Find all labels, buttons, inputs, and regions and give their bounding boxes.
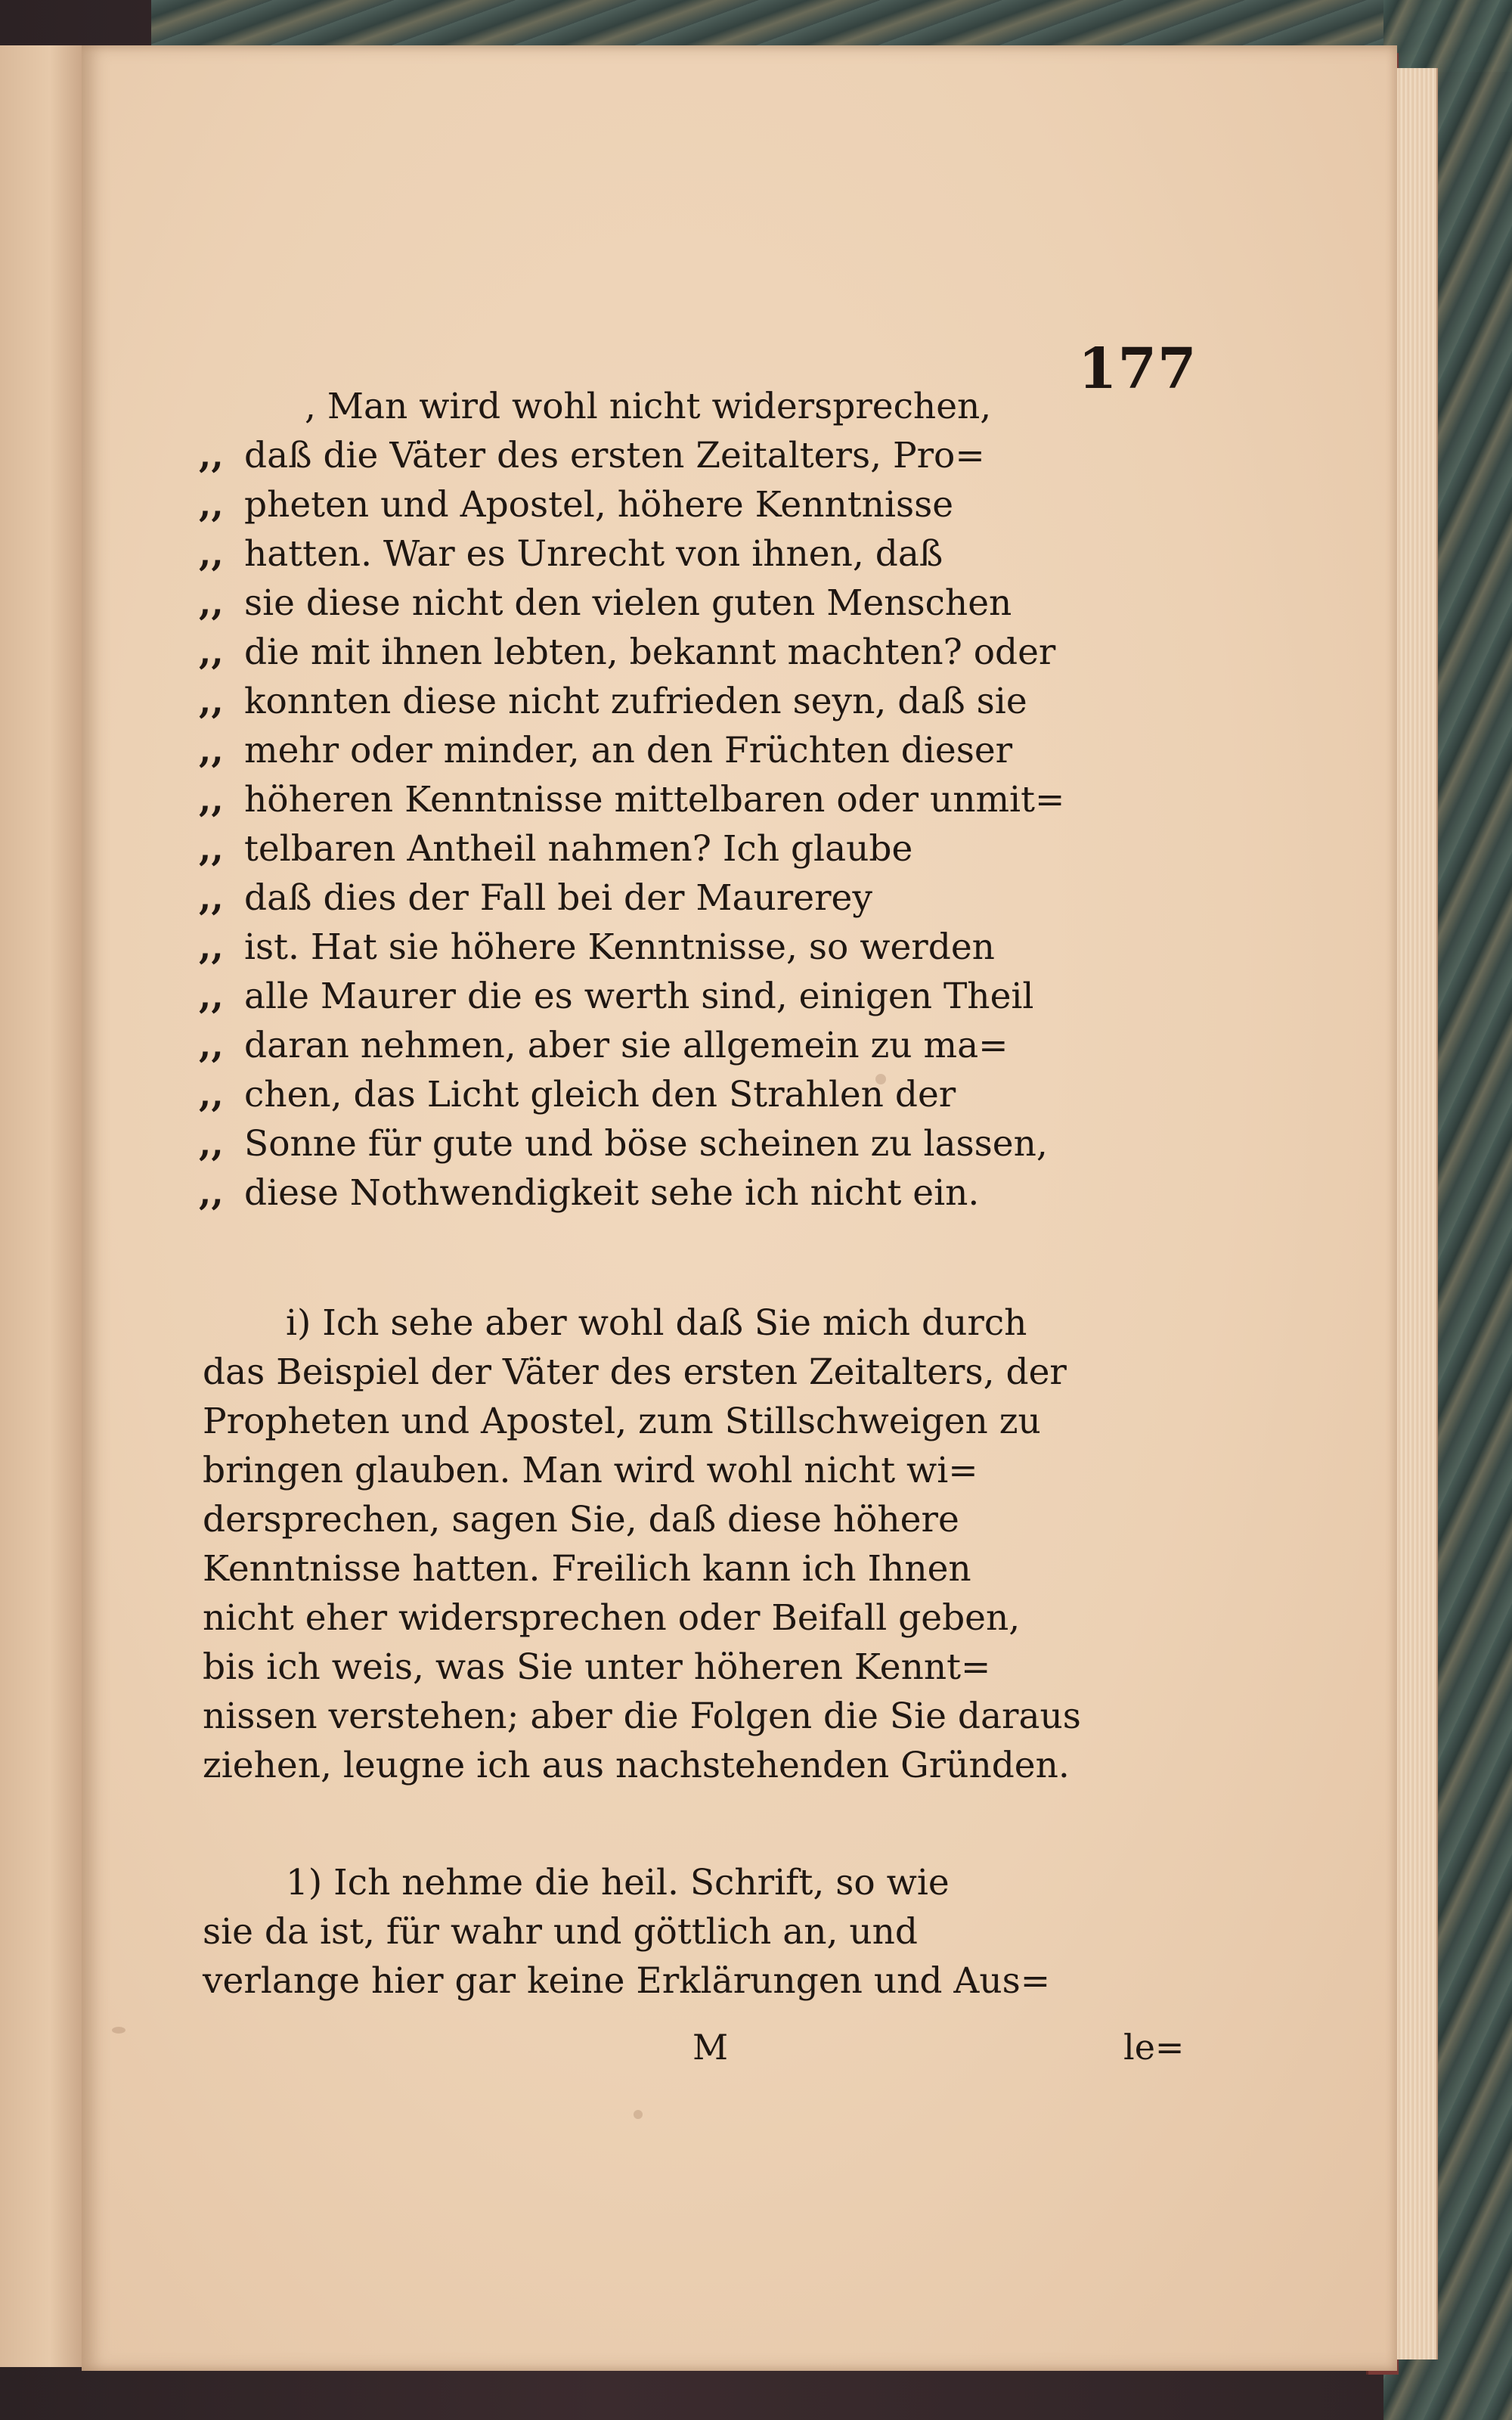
paper-stain <box>634 2110 643 2119</box>
paragraph-line: nicht eher widersprechen oder Beifall geben, <box>203 1597 1021 1639</box>
quote-mark: ,, <box>199 730 224 771</box>
page-block-edges <box>1397 68 1438 2360</box>
quote-line: ,, ist. Hat sie höhere Kenntnisse, so werden <box>199 925 995 970</box>
paragraph-line: verlange hier gar keine Erklärungen und Aus= <box>203 1960 1051 2002</box>
quote-line: ,, daß die Väter des ersten Zeitalters, Pro= <box>199 433 985 479</box>
paragraph-line: dersprechen, sagen Sie, daß diese höhere <box>203 1499 959 1540</box>
paragraph-line: bringen glauben. Man wird wohl nicht wi= <box>203 1450 978 1491</box>
quote-line: ,, die mit ihnen lebten, bekannt machten? oder <box>199 630 1055 675</box>
quote-line: ,, konnten diese nicht zufrieden seyn, daß sie <box>199 679 1027 724</box>
quote-line: ,, höheren Kenntnisse mittelbaren oder unmit= <box>199 777 1064 823</box>
quote-line: ,, daß dies der Fall bei der Maurerey <box>199 876 872 921</box>
quote-mark: ,, <box>199 1172 224 1214</box>
quote-line: ,, pheten und Apostel, höhere Kenntnisse <box>199 482 953 528</box>
quote-line: ,, diese Nothwendigkeit sehe ich nicht ein. <box>199 1171 979 1216</box>
quote-mark: ,, <box>199 976 224 1017</box>
book-page <box>82 45 1397 2371</box>
quote-line: ,, Sonne für gute und böse scheinen zu lassen, <box>199 1122 1048 1167</box>
quote-line: ,, daran nehmen, aber sie allgemein zu ma= <box>199 1023 1008 1069</box>
paragraph-line: Propheten und Apostel, zum Stillschweigen zu <box>203 1401 1041 1442</box>
quote-mark: ,, <box>199 533 224 575</box>
quote-mark: ,, <box>199 484 224 526</box>
quote-line: ,, chen, das Licht gleich den Strahlen der <box>199 1072 956 1118</box>
paragraph-line: i) Ich sehe aber wohl daß Sie mich durch <box>286 1302 1027 1344</box>
paragraph-line: nissen verstehen; aber die Folgen die Sie daraus <box>203 1696 1081 1737</box>
page-number: 177 <box>1078 337 1198 402</box>
quote-line: ,, sie diese nicht den vielen guten Menschen <box>199 581 1012 626</box>
quote-mark: ,, <box>199 926 224 968</box>
paragraph-line: das Beispiel der Väter des ersten Zeitalters, der <box>203 1351 1067 1393</box>
quote-mark: ,, <box>199 435 224 476</box>
quote-line: , Man wird wohl nicht widersprechen, <box>305 386 992 427</box>
previous-page-edge <box>0 45 85 2367</box>
quote-line: ,, alle Maurer die es werth sind, einigen Theil <box>199 974 1033 1019</box>
quote-mark: ,, <box>199 1074 224 1115</box>
quote-mark: ,, <box>199 1123 224 1165</box>
quote-mark: ,, <box>199 1025 224 1066</box>
quote-line: ,, hatten. War es Unrecht von ihnen, daß <box>199 532 943 577</box>
quote-mark: ,, <box>199 828 224 870</box>
quote-line: ,, telbaren Antheil nahmen? Ich glaube <box>199 827 912 872</box>
paragraph-line: sie da ist, für wahr und göttlich an, und <box>203 1911 918 1953</box>
signature-mark: M <box>692 2027 729 2068</box>
quote-mark: ,, <box>199 681 224 722</box>
paper-stain <box>112 2027 125 2034</box>
quote-mark: ,, <box>199 582 224 624</box>
quote-mark: ,, <box>199 877 224 919</box>
catchword: le= <box>1123 2027 1185 2068</box>
quote-mark: ,, <box>199 631 224 673</box>
paragraph-line: Kenntnisse hatten. Freilich kann ich Ihnen <box>203 1548 971 1590</box>
paragraph-line: bis ich weis, was Sie unter höheren Kennt= <box>203 1646 991 1688</box>
quote-line: ,, mehr oder minder, an den Früchten dieser <box>199 728 1012 774</box>
paragraph-line: ziehen, leugne ich aus nachstehenden Gründen. <box>203 1745 1070 1786</box>
paragraph-line: 1) Ich nehme die heil. Schrift, so wie <box>286 1862 950 1903</box>
quote-mark: ,, <box>199 779 224 821</box>
